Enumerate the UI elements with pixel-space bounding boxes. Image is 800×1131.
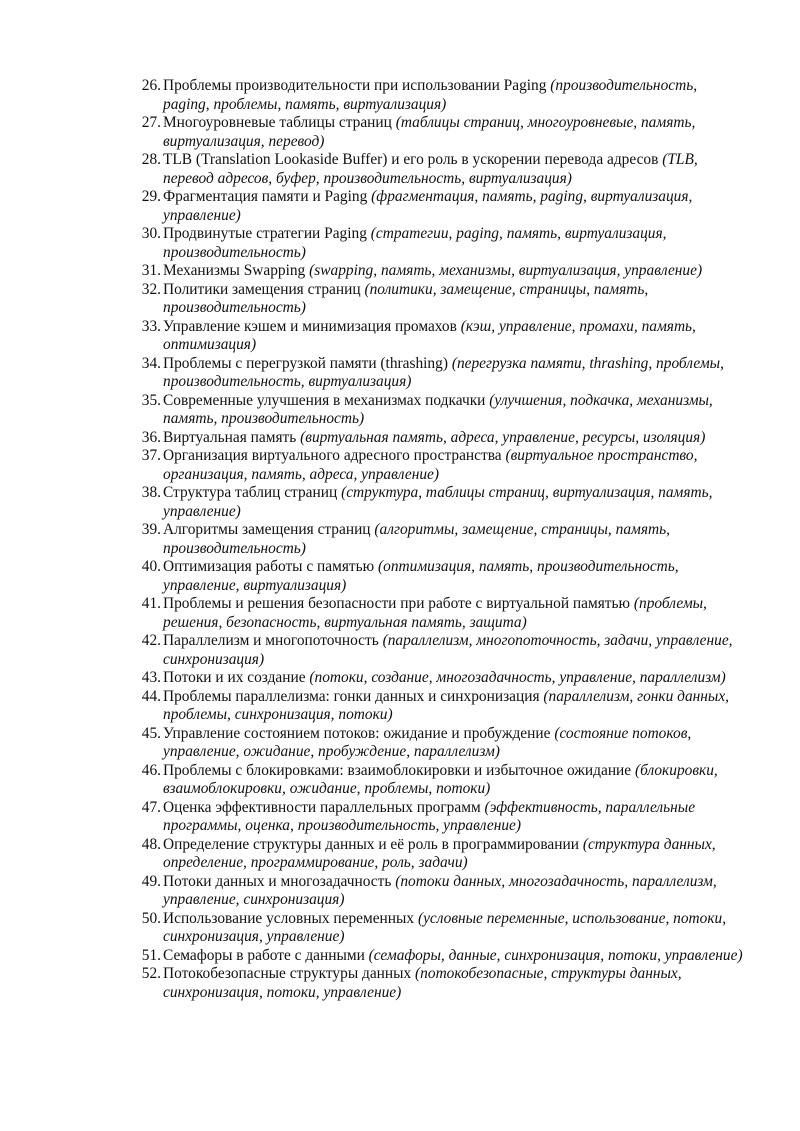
item-title: Потокобезопасные структуры данных — [163, 965, 412, 982]
item-number: 49. — [141, 872, 161, 890]
item-title: Проблемы производительности при использовании Paging — [163, 77, 547, 94]
item-keywords: (потоки, создание, многозадачность, управление, параллелизм) — [309, 669, 726, 686]
list-item — [141, 687, 743, 725]
list-item — [141, 724, 743, 762]
item-number: 39. — [141, 521, 161, 538]
item-number: 48. — [141, 835, 161, 853]
item-number: 51. — [141, 946, 161, 964]
item-title: Алгоритмы замещения страниц — [163, 521, 371, 538]
numbered-topic-list — [141, 77, 743, 1002]
item-keywords: (проблемы, решения, безопасность, виртуальная память, защита) — [163, 595, 707, 631]
list-item — [141, 188, 743, 225]
item-keywords: (перегрузка памяти, thrashing, проблемы, производительность, виртуализация) — [163, 354, 724, 390]
item-number: 45. — [141, 724, 161, 742]
item-number: 27. — [141, 114, 161, 131]
item-title: Современные улучшения в механизмах подкачки — [163, 391, 486, 409]
item-number: 38. — [141, 484, 161, 501]
list-item — [141, 428, 743, 448]
item-title: Организация виртуального адресного пространства — [163, 447, 502, 464]
item-number: 33. — [141, 317, 161, 335]
item-number: 46. — [141, 761, 161, 779]
list-item — [141, 558, 743, 595]
item-title: Управление кэшем и минимизация промахов — [163, 317, 457, 335]
item-keywords: (виртуальная память, адреса, управление, ресурсы, изоляция) — [300, 428, 706, 446]
item-title: Продвинутые стратегии Paging — [163, 225, 367, 242]
list-item — [141, 354, 743, 392]
item-title: Использование условных переменных — [163, 909, 415, 927]
list-item — [141, 835, 743, 873]
list-item — [141, 151, 743, 188]
item-keywords: (потоки данных, многозадачность, параллелизм, управление, синхронизация) — [163, 872, 717, 908]
item-title: Многоуровневые таблицы страниц — [163, 114, 392, 131]
list-item — [141, 798, 743, 836]
item-keywords: (алгоритмы, замещение, страницы, память, производительность) — [163, 521, 670, 557]
item-keywords: (swapping, память, механизмы, виртуализация, управление) — [309, 262, 703, 279]
item-title: Семафоры в работе с данными — [163, 946, 365, 964]
list-item — [141, 909, 743, 947]
item-number: 50. — [141, 909, 161, 927]
item-title: Проблемы параллелизма: гонки данных и синхронизация — [163, 687, 540, 705]
item-keywords: (структура данных, определение, программирование, роль, задачи) — [163, 835, 716, 871]
list-item — [141, 946, 743, 966]
item-keywords: (политики, замещение, страницы, память, производительность) — [163, 280, 649, 316]
item-title: Управление состоянием потоков: ожидание и пробуждение — [163, 724, 551, 742]
list-item — [141, 761, 743, 799]
item-keywords: (блокировки, взаимоблокировки, ожидание, проблемы, потоки) — [163, 761, 718, 797]
item-title: Оценка эффективности параллельных программ — [163, 798, 481, 816]
item-number: 35. — [141, 391, 161, 409]
item-keywords: (потокобезопасные, структуры данных, синхронизация, потоки, управление) — [163, 965, 682, 1001]
item-number: 28. — [141, 151, 161, 168]
item-keywords: (структура, таблицы страниц, виртуализация, память, управление) — [163, 484, 713, 520]
item-title: Потоки данных и многозадачность — [163, 872, 392, 890]
item-number: 37. — [141, 447, 161, 464]
item-number: 31. — [141, 262, 161, 279]
item-number: 43. — [141, 669, 161, 686]
item-keywords: (кэш, управление, промахи, память, оптимизация) — [163, 317, 696, 353]
list-item — [141, 447, 743, 484]
item-title: Политики замещения страниц — [163, 280, 361, 298]
list-item — [141, 965, 743, 1002]
item-keywords: (параллелизм, гонки данных, проблемы, синхронизация, потоки) — [163, 687, 730, 723]
item-title: Виртуальная память — [163, 428, 297, 446]
list-item — [141, 484, 743, 521]
list-item — [141, 521, 743, 558]
item-title: Параллелизм и многопоточность — [163, 632, 379, 649]
item-title: Проблемы и решения безопасности при работе с виртуальной памятью — [163, 595, 631, 612]
item-keywords: (оптимизация, память, производительность, управление, виртуализация) — [163, 558, 679, 594]
item-number: 36. — [141, 428, 161, 446]
item-number: 29. — [141, 188, 161, 205]
item-keywords: (условные переменные, использование, потоки, синхронизация, управление) — [163, 909, 727, 945]
item-title: Проблемы с блокировками: взаимоблокировки и избыточное ожидание — [163, 761, 632, 779]
list-item — [141, 391, 743, 429]
list-item — [141, 225, 743, 262]
item-keywords: (семафоры, данные, синхронизация, потоки, управление) — [368, 946, 743, 964]
item-title: Проблемы с перегрузкой памяти (thrashing) — [163, 354, 448, 372]
item-number: 42. — [141, 632, 161, 649]
list-item — [141, 77, 743, 114]
item-number: 47. — [141, 798, 161, 816]
item-number: 32. — [141, 280, 161, 298]
list-item — [141, 262, 743, 281]
list-item — [141, 595, 743, 632]
item-number: 44. — [141, 687, 161, 705]
item-number: 26. — [141, 77, 161, 94]
item-title: Фрагментация памяти и Paging — [163, 188, 368, 205]
list-item — [141, 632, 743, 669]
item-title: Оптимизация работы с памятью — [163, 558, 375, 575]
item-title: Определение структуры данных и её роль в программировании — [163, 835, 579, 853]
item-keywords: (параллелизм, многопоточность, задачи, управление, синхронизация) — [163, 632, 733, 668]
item-keywords: (стратегии, paging, память, виртуализация, производительность) — [163, 225, 667, 261]
item-keywords: (фрагментация, память, paging, виртуализация, управление) — [163, 188, 693, 224]
list-item — [141, 872, 743, 910]
item-number: 40. — [141, 558, 161, 575]
item-keywords: (виртуальное пространство, организация, память, адреса, управление) — [163, 447, 698, 483]
item-title: Потоки и их создание — [163, 669, 306, 686]
item-number: 34. — [141, 354, 161, 372]
item-keywords: (TLB, перевод адресов, буфер, производительность, виртуализация) — [163, 151, 698, 187]
item-number: 41. — [141, 595, 161, 612]
item-number: 30. — [141, 225, 161, 242]
item-keywords: (таблицы страниц, многоуровневые, память, виртуализация, перевод) — [163, 114, 696, 150]
item-title: Механизмы Swapping — [163, 262, 306, 279]
item-title: TLB (Translation Lookaside Buffer) и его роль в ускорении перевода адресов — [163, 151, 659, 168]
list-item — [141, 114, 743, 151]
list-item — [141, 669, 743, 688]
item-keywords: (состояние потоков, управление, ожидание, пробуждение, параллелизм) — [163, 724, 692, 760]
list-item — [141, 317, 743, 355]
item-keywords: (эффективность, параллельные программы, оценка, производительность, управление) — [163, 798, 696, 834]
item-keywords: (производительность, paging, проблемы, память, виртуализация) — [163, 77, 698, 113]
list-item — [141, 280, 743, 318]
item-number: 52. — [141, 965, 161, 982]
item-keywords: (улучшения, подкачка, механизмы, память, производительность) — [163, 391, 713, 427]
item-title: Структура таблиц страниц — [163, 484, 338, 501]
